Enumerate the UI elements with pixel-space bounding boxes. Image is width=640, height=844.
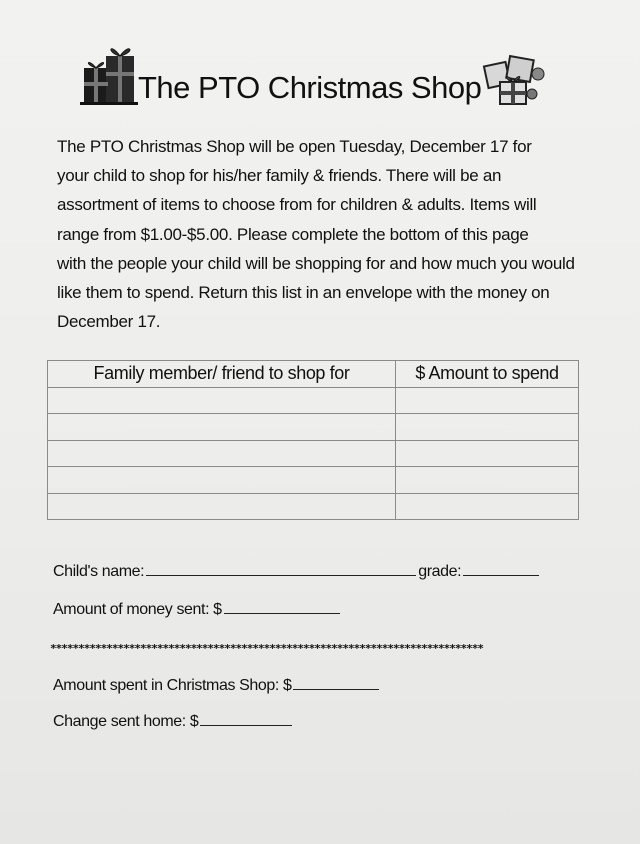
family-member-cell[interactable] (48, 387, 396, 414)
money-sent-label: Amount of money sent: $ (53, 601, 222, 618)
change-sent-blank[interactable] (200, 713, 292, 726)
page-title: The PTO Christmas Shop (138, 70, 482, 105)
amount-cell[interactable] (396, 493, 579, 520)
family-member-cell[interactable] (48, 467, 396, 494)
amount-spent-line (53, 677, 381, 695)
intro-line: assortment of items to choose from for children & adults. Items will (57, 195, 537, 215)
change-sent-label: Change sent home: $ (53, 713, 199, 730)
column-header-amount: $ Amount to spend (396, 361, 579, 388)
table-row (48, 387, 579, 414)
grade-label: grade: (418, 563, 462, 580)
amount-cell[interactable] (396, 440, 579, 467)
amount-spent-blank[interactable] (293, 677, 379, 690)
child-name-line (53, 563, 541, 581)
intro-line: The PTO Christmas Shop will be open Tuesday, December 17 for (57, 137, 532, 156)
column-header-family: Family member/ friend to shop for (48, 361, 396, 388)
intro-line: range from $1.00-$5.00. Please complete the bottom of this page (57, 224, 529, 244)
table-header-row (48, 361, 579, 388)
amount-cell[interactable] (396, 414, 579, 441)
family-member-cell[interactable] (48, 493, 396, 520)
money-sent-blank[interactable] (224, 601, 340, 614)
intro-line: like them to spend. Return this list in an envelope with the money on (57, 283, 550, 303)
child-name-label: Child's name: (53, 563, 145, 580)
family-member-cell[interactable] (48, 440, 396, 467)
amount-cell[interactable] (396, 467, 579, 494)
change-sent-line (53, 713, 294, 731)
intro-line: your child to shop for his/her family & friends. There will be an (57, 166, 502, 186)
child-name-blank[interactable] (146, 563, 416, 576)
gift-stack-icon (80, 38, 142, 106)
shopping-list-table (47, 360, 579, 520)
table-row (48, 467, 579, 494)
amount-cell[interactable] (396, 387, 579, 414)
grade-blank[interactable] (463, 563, 539, 576)
gift-boxes-icon (482, 50, 546, 108)
intro-line: December 17. (57, 312, 161, 332)
table-row (48, 414, 579, 441)
amount-spent-label: Amount spent in Christmas Shop: $ (53, 677, 292, 694)
table-row (48, 493, 579, 520)
intro-line: with the people your child will be shopping for and how much you would (57, 253, 575, 273)
money-sent-line (53, 601, 342, 619)
family-member-cell[interactable] (48, 414, 396, 441)
intro-paragraph (57, 132, 597, 336)
table-row (48, 440, 579, 467)
separator-stars: ***************************************************************************** (50, 642, 483, 655)
